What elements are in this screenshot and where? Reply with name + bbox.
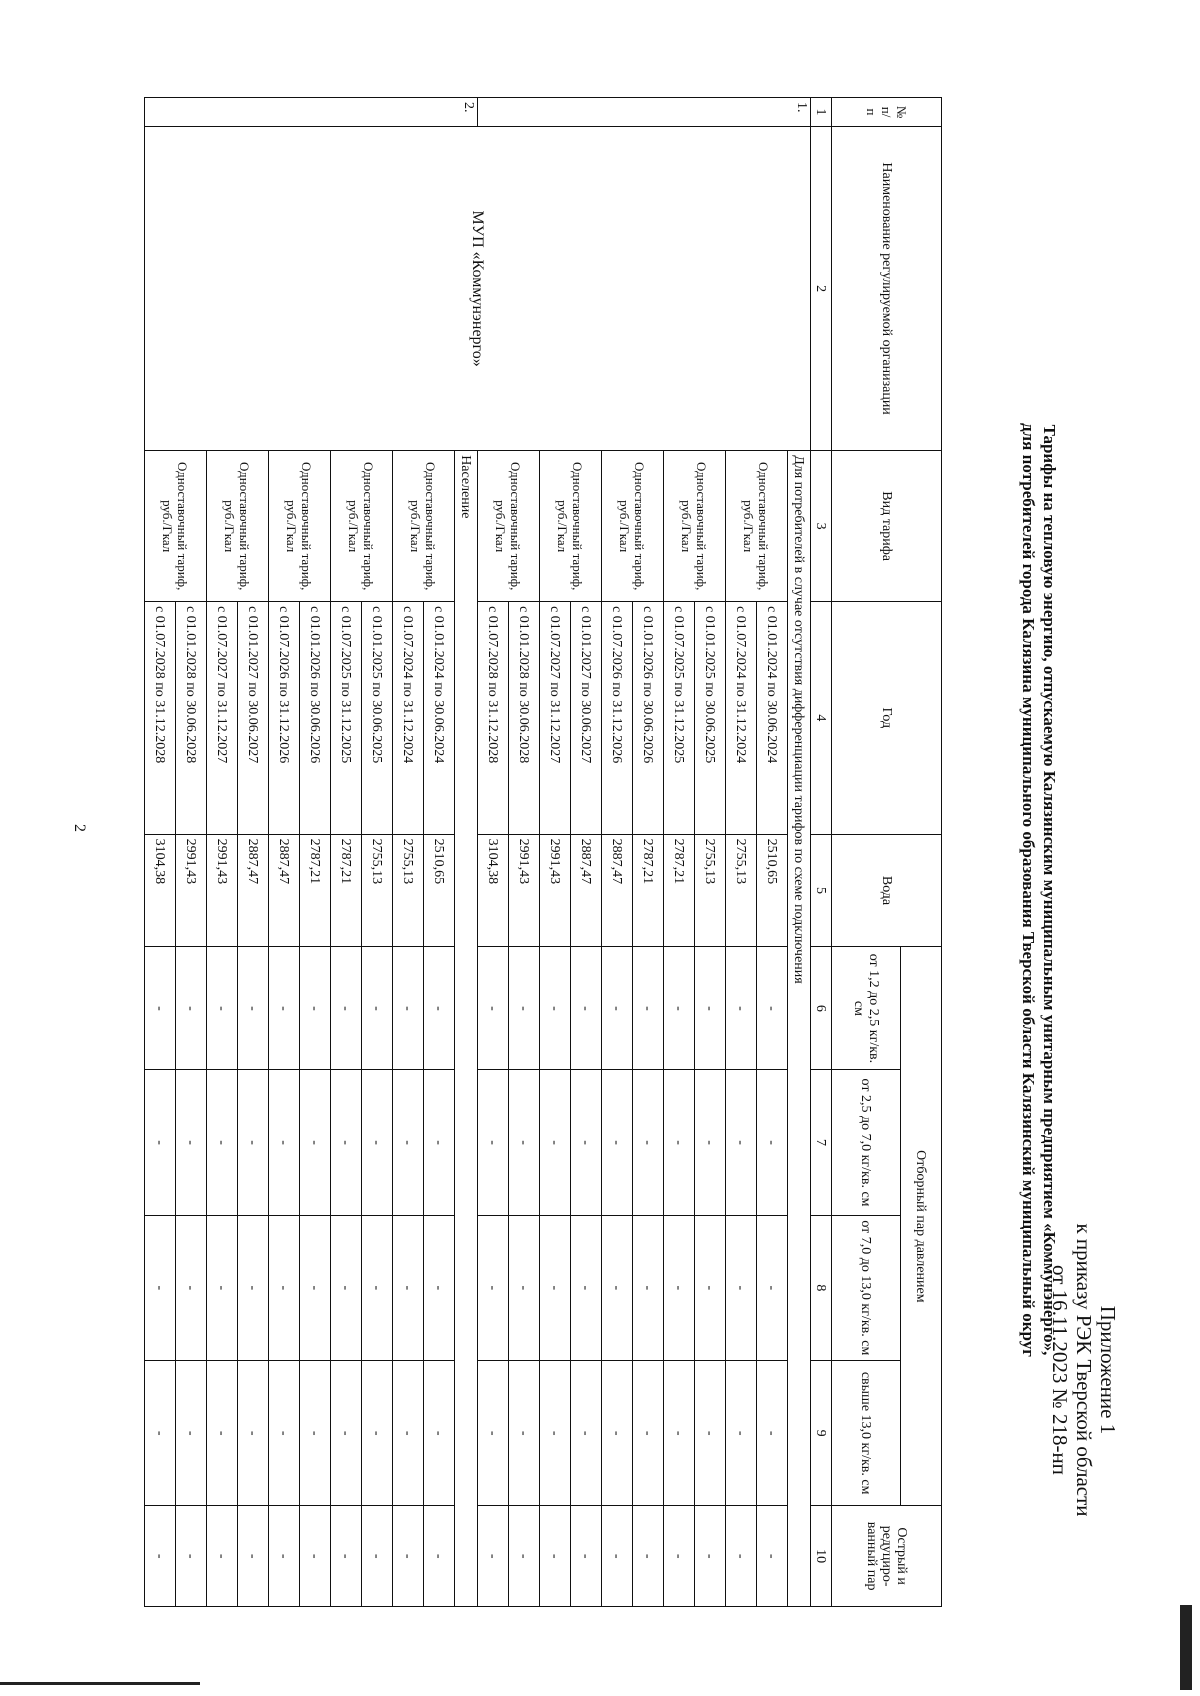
pressure-2-cell: - xyxy=(145,1070,176,1215)
pressure-2-cell: - xyxy=(362,1070,393,1215)
column-number-cell: 1 xyxy=(811,98,832,127)
pressure-2-cell: - xyxy=(695,1070,726,1215)
sharp-steam-cell: - xyxy=(424,1506,455,1607)
header-steam-group: Отборный пар давлением xyxy=(901,947,942,1506)
pressure-3-cell: - xyxy=(540,1215,571,1360)
pressure-3-cell: - xyxy=(393,1215,424,1360)
column-number-cell: 6 xyxy=(811,947,832,1070)
period-cell: с 01.01.2028 по 30.06.2028 xyxy=(176,602,207,834)
sharp-steam-cell: - xyxy=(757,1506,788,1607)
period-cell: с 01.01.2026 по 30.06.2026 xyxy=(300,602,331,834)
water-cell: 2510,65 xyxy=(757,834,788,947)
pressure-4-cell: - xyxy=(664,1360,695,1505)
sharp-steam-cell: - xyxy=(602,1506,633,1607)
tariff-type-cell: Одноставочный тариф, руб./Гкал xyxy=(393,451,455,602)
pressure-3-cell: - xyxy=(478,1215,509,1360)
pressure-2-cell: - xyxy=(424,1070,455,1215)
pressure-1-cell: - xyxy=(207,947,238,1070)
header-sharp-steam: Острый и редуциро-ванный пар xyxy=(832,1506,942,1607)
tariff-type-cell: Одноставочный тариф, руб./Гкал xyxy=(478,451,540,602)
section-title: Население xyxy=(455,451,478,1607)
header-year: Год xyxy=(832,602,942,834)
pressure-1-cell: - xyxy=(478,947,509,1070)
pressure-4-cell: - xyxy=(571,1360,602,1505)
pressure-2-cell: - xyxy=(238,1070,269,1215)
section-row xyxy=(788,98,811,1607)
header-pressure-4: свыше 13,0 кг/кв. см xyxy=(832,1360,901,1505)
water-cell: 2887,47 xyxy=(602,834,633,947)
water-cell: 2787,21 xyxy=(664,834,695,947)
water-cell: 2887,47 xyxy=(571,834,602,947)
header-tariff-type: Вид тарифа xyxy=(832,451,942,602)
pressure-2-cell: - xyxy=(602,1070,633,1215)
pressure-3-cell: - xyxy=(757,1215,788,1360)
pressure-4-cell: - xyxy=(757,1360,788,1505)
pressure-1-cell: - xyxy=(726,947,757,1070)
pressure-3-cell: - xyxy=(664,1215,695,1360)
water-cell: 2991,43 xyxy=(207,834,238,947)
water-cell: 2787,21 xyxy=(331,834,362,947)
appendix-line-3: от 16.11.2023 № 218-нп xyxy=(1048,1265,1072,1475)
period-cell: с 01.01.2024 по 30.06.2024 xyxy=(424,602,455,834)
scan-edge-mark xyxy=(1180,1605,1192,1690)
water-cell: 3104,38 xyxy=(145,834,176,947)
pressure-2-cell: - xyxy=(176,1070,207,1215)
water-cell: 2991,43 xyxy=(509,834,540,947)
pressure-1-cell: - xyxy=(664,947,695,1070)
header-org: Наименование регулируемой организации xyxy=(832,127,942,451)
pressure-2-cell: - xyxy=(478,1070,509,1215)
appendix-line-2: к приказу РЭК Тверской области xyxy=(1072,1223,1096,1517)
sharp-steam-cell: - xyxy=(145,1506,176,1607)
title-line-1: Тарифы на тепловую энергию, отпускаемую Калязинским муниципальным унитарным предприятием «Коммунэнерго», xyxy=(1040,424,1059,1356)
water-cell: 2887,47 xyxy=(238,834,269,947)
pressure-3-cell: - xyxy=(633,1215,664,1360)
pressure-4-cell: - xyxy=(300,1360,331,1505)
tariff-type-cell: Одноставочный тариф, руб./Гкал xyxy=(664,451,726,602)
water-cell: 2991,43 xyxy=(540,834,571,947)
pressure-3-cell: - xyxy=(726,1215,757,1360)
pressure-3-cell: - xyxy=(509,1215,540,1360)
pressure-4-cell: - xyxy=(478,1360,509,1505)
pressure-2-cell: - xyxy=(633,1070,664,1215)
period-cell: с 01.07.2025 по 31.12.2025 xyxy=(664,602,695,834)
header-pressure-1: от 1,2 до 2,5 кг/кв. см xyxy=(832,947,901,1070)
document-title xyxy=(1018,300,1060,1480)
period-cell: с 01.01.2027 по 30.06.2027 xyxy=(238,602,269,834)
pressure-3-cell: - xyxy=(695,1215,726,1360)
column-number-cell: 8 xyxy=(811,1215,832,1360)
tariff-table xyxy=(144,97,942,1607)
period-cell: с 01.01.2025 по 30.06.2025 xyxy=(695,602,726,834)
water-cell: 2991,43 xyxy=(176,834,207,947)
scan-edge-mark xyxy=(0,1682,200,1685)
header-pressure-2: от 2,5 до 7,0 кг/кв. см xyxy=(832,1070,901,1215)
column-number-cell: 5 xyxy=(811,834,832,947)
column-number-cell: 10 xyxy=(811,1506,832,1607)
pressure-4-cell: - xyxy=(331,1360,362,1505)
pressure-4-cell: - xyxy=(540,1360,571,1505)
pressure-4-cell: - xyxy=(726,1360,757,1505)
water-cell: 2510,65 xyxy=(424,834,455,947)
tariff-type-cell: Одноставочный тариф, руб./Гкал xyxy=(602,451,664,602)
section-number: 1. xyxy=(478,98,811,127)
period-cell: с 01.07.2024 по 31.12.2024 xyxy=(393,602,424,834)
water-cell: 2755,13 xyxy=(393,834,424,947)
water-cell: 3104,38 xyxy=(478,834,509,947)
period-cell: с 01.01.2026 по 30.06.2026 xyxy=(633,602,664,834)
pressure-1-cell: - xyxy=(509,947,540,1070)
period-cell: с 01.07.2024 по 31.12.2024 xyxy=(726,602,757,834)
pressure-1-cell: - xyxy=(238,947,269,1070)
water-cell: 2755,13 xyxy=(726,834,757,947)
pressure-1-cell: - xyxy=(424,947,455,1070)
header-water: Вода xyxy=(832,834,942,947)
pressure-4-cell: - xyxy=(269,1360,300,1505)
tariff-type-cell: Одноставочный тариф, руб./Гкал xyxy=(207,451,269,602)
pressure-1-cell: - xyxy=(269,947,300,1070)
pressure-1-cell: - xyxy=(331,947,362,1070)
tariff-type-cell: Одноставочный тариф, руб./Гкал xyxy=(269,451,331,602)
period-cell: с 01.01.2025 по 30.06.2025 xyxy=(362,602,393,834)
pressure-1-cell: - xyxy=(695,947,726,1070)
pressure-1-cell: - xyxy=(757,947,788,1070)
pressure-4-cell: - xyxy=(145,1360,176,1505)
pressure-4-cell: - xyxy=(238,1360,269,1505)
tariff-type-cell: Одноставочный тариф, руб./Гкал xyxy=(540,451,602,602)
period-cell: с 01.07.2028 по 31.12.2028 xyxy=(145,602,176,834)
tariff-type-cell: Одноставочный тариф, руб./Гкал xyxy=(145,451,207,602)
pressure-4-cell: - xyxy=(424,1360,455,1505)
column-number-cell: 4 xyxy=(811,602,832,834)
period-cell: с 01.07.2027 по 31.12.2027 xyxy=(540,602,571,834)
sharp-steam-cell: - xyxy=(695,1506,726,1607)
period-cell: с 01.07.2026 по 31.12.2026 xyxy=(602,602,633,834)
water-cell: 2787,21 xyxy=(633,834,664,947)
pressure-2-cell: - xyxy=(300,1070,331,1215)
column-number-cell: 3 xyxy=(811,451,832,602)
pressure-4-cell: - xyxy=(695,1360,726,1505)
pressure-2-cell: - xyxy=(664,1070,695,1215)
period-cell: с 01.07.2025 по 31.12.2025 xyxy=(331,602,362,834)
pressure-1-cell: - xyxy=(300,947,331,1070)
title-line-2: для потребителей города Калязина муниципального образования Тверской области Калязинский муниципальный округ xyxy=(1019,423,1038,1357)
pressure-3-cell: - xyxy=(571,1215,602,1360)
pressure-1-cell: - xyxy=(176,947,207,1070)
header-num: № п/ п xyxy=(832,98,942,127)
sharp-steam-cell: - xyxy=(509,1506,540,1607)
sharp-steam-cell: - xyxy=(540,1506,571,1607)
pressure-1-cell: - xyxy=(362,947,393,1070)
pressure-1-cell: - xyxy=(393,947,424,1070)
period-cell: с 01.01.2027 по 30.06.2027 xyxy=(571,602,602,834)
water-cell: 2755,13 xyxy=(362,834,393,947)
period-cell: с 01.07.2027 по 31.12.2027 xyxy=(207,602,238,834)
table-body xyxy=(145,98,811,1607)
pressure-4-cell: - xyxy=(362,1360,393,1505)
pressure-3-cell: - xyxy=(238,1215,269,1360)
pressure-2-cell: - xyxy=(509,1070,540,1215)
water-cell: 2755,13 xyxy=(695,834,726,947)
period-cell: с 01.07.2028 по 31.12.2028 xyxy=(478,602,509,834)
pressure-4-cell: - xyxy=(509,1360,540,1505)
pressure-2-cell: - xyxy=(571,1070,602,1215)
sharp-steam-cell: - xyxy=(300,1506,331,1607)
sharp-steam-cell: - xyxy=(238,1506,269,1607)
pressure-3-cell: - xyxy=(207,1215,238,1360)
pressure-3-cell: - xyxy=(602,1215,633,1360)
pressure-3-cell: - xyxy=(145,1215,176,1360)
period-cell: с 01.01.2028 по 30.06.2028 xyxy=(509,602,540,834)
sharp-steam-cell: - xyxy=(633,1506,664,1607)
sharp-steam-cell: - xyxy=(726,1506,757,1607)
sharp-steam-cell: - xyxy=(664,1506,695,1607)
pressure-3-cell: - xyxy=(362,1215,393,1360)
tariff-type-cell: Одноставочный тариф, руб./Гкал xyxy=(331,451,393,602)
section-title: Для потребителей в случае отсутствия дифференциации тарифов по схеме подключения xyxy=(788,451,811,1607)
sharp-steam-cell: - xyxy=(207,1506,238,1607)
sharp-steam-cell: - xyxy=(176,1506,207,1607)
appendix-line-1: Приложение 1 xyxy=(1096,1305,1120,1435)
period-cell: с 01.01.2024 по 30.06.2024 xyxy=(757,602,788,834)
column-number-cell: 2 xyxy=(811,127,832,451)
pressure-2-cell: - xyxy=(269,1070,300,1215)
sharp-steam-cell: - xyxy=(362,1506,393,1607)
section-number: 2. xyxy=(145,98,478,127)
pressure-1-cell: - xyxy=(571,947,602,1070)
pressure-4-cell: - xyxy=(602,1360,633,1505)
pressure-4-cell: - xyxy=(176,1360,207,1505)
pressure-4-cell: - xyxy=(393,1360,424,1505)
sharp-steam-cell: - xyxy=(571,1506,602,1607)
sharp-steam-cell: - xyxy=(331,1506,362,1607)
header-pressure-3: от 7,0 до 13,0 кг/кв. см xyxy=(832,1215,901,1360)
pressure-1-cell: - xyxy=(602,947,633,1070)
pressure-4-cell: - xyxy=(633,1360,664,1505)
pressure-2-cell: - xyxy=(726,1070,757,1215)
water-cell: 2787,21 xyxy=(300,834,331,947)
pressure-2-cell: - xyxy=(393,1070,424,1215)
period-cell: с 01.07.2026 по 31.12.2026 xyxy=(269,602,300,834)
pressure-2-cell: - xyxy=(207,1070,238,1215)
page-number: 2 xyxy=(71,824,88,832)
sharp-steam-cell: - xyxy=(393,1506,424,1607)
water-cell: 2887,47 xyxy=(269,834,300,947)
pressure-2-cell: - xyxy=(540,1070,571,1215)
column-number-cell: 9 xyxy=(811,1360,832,1505)
pressure-3-cell: - xyxy=(331,1215,362,1360)
tariff-type-cell: Одноставочный тариф, руб./Гкал xyxy=(726,451,788,602)
pressure-3-cell: - xyxy=(176,1215,207,1360)
column-number-cell: 7 xyxy=(811,1070,832,1215)
sharp-steam-cell: - xyxy=(269,1506,300,1607)
pressure-2-cell: - xyxy=(757,1070,788,1215)
pressure-1-cell: - xyxy=(540,947,571,1070)
pressure-3-cell: - xyxy=(424,1215,455,1360)
pressure-3-cell: - xyxy=(269,1215,300,1360)
pressure-1-cell: - xyxy=(633,947,664,1070)
pressure-2-cell: - xyxy=(331,1070,362,1215)
pressure-4-cell: - xyxy=(207,1360,238,1505)
column-numbers-row xyxy=(811,98,832,1607)
pressure-3-cell: - xyxy=(300,1215,331,1360)
pressure-1-cell: - xyxy=(145,947,176,1070)
sharp-steam-cell: - xyxy=(478,1506,509,1607)
organization-name: МУП «Коммунэнерго» xyxy=(145,127,811,451)
